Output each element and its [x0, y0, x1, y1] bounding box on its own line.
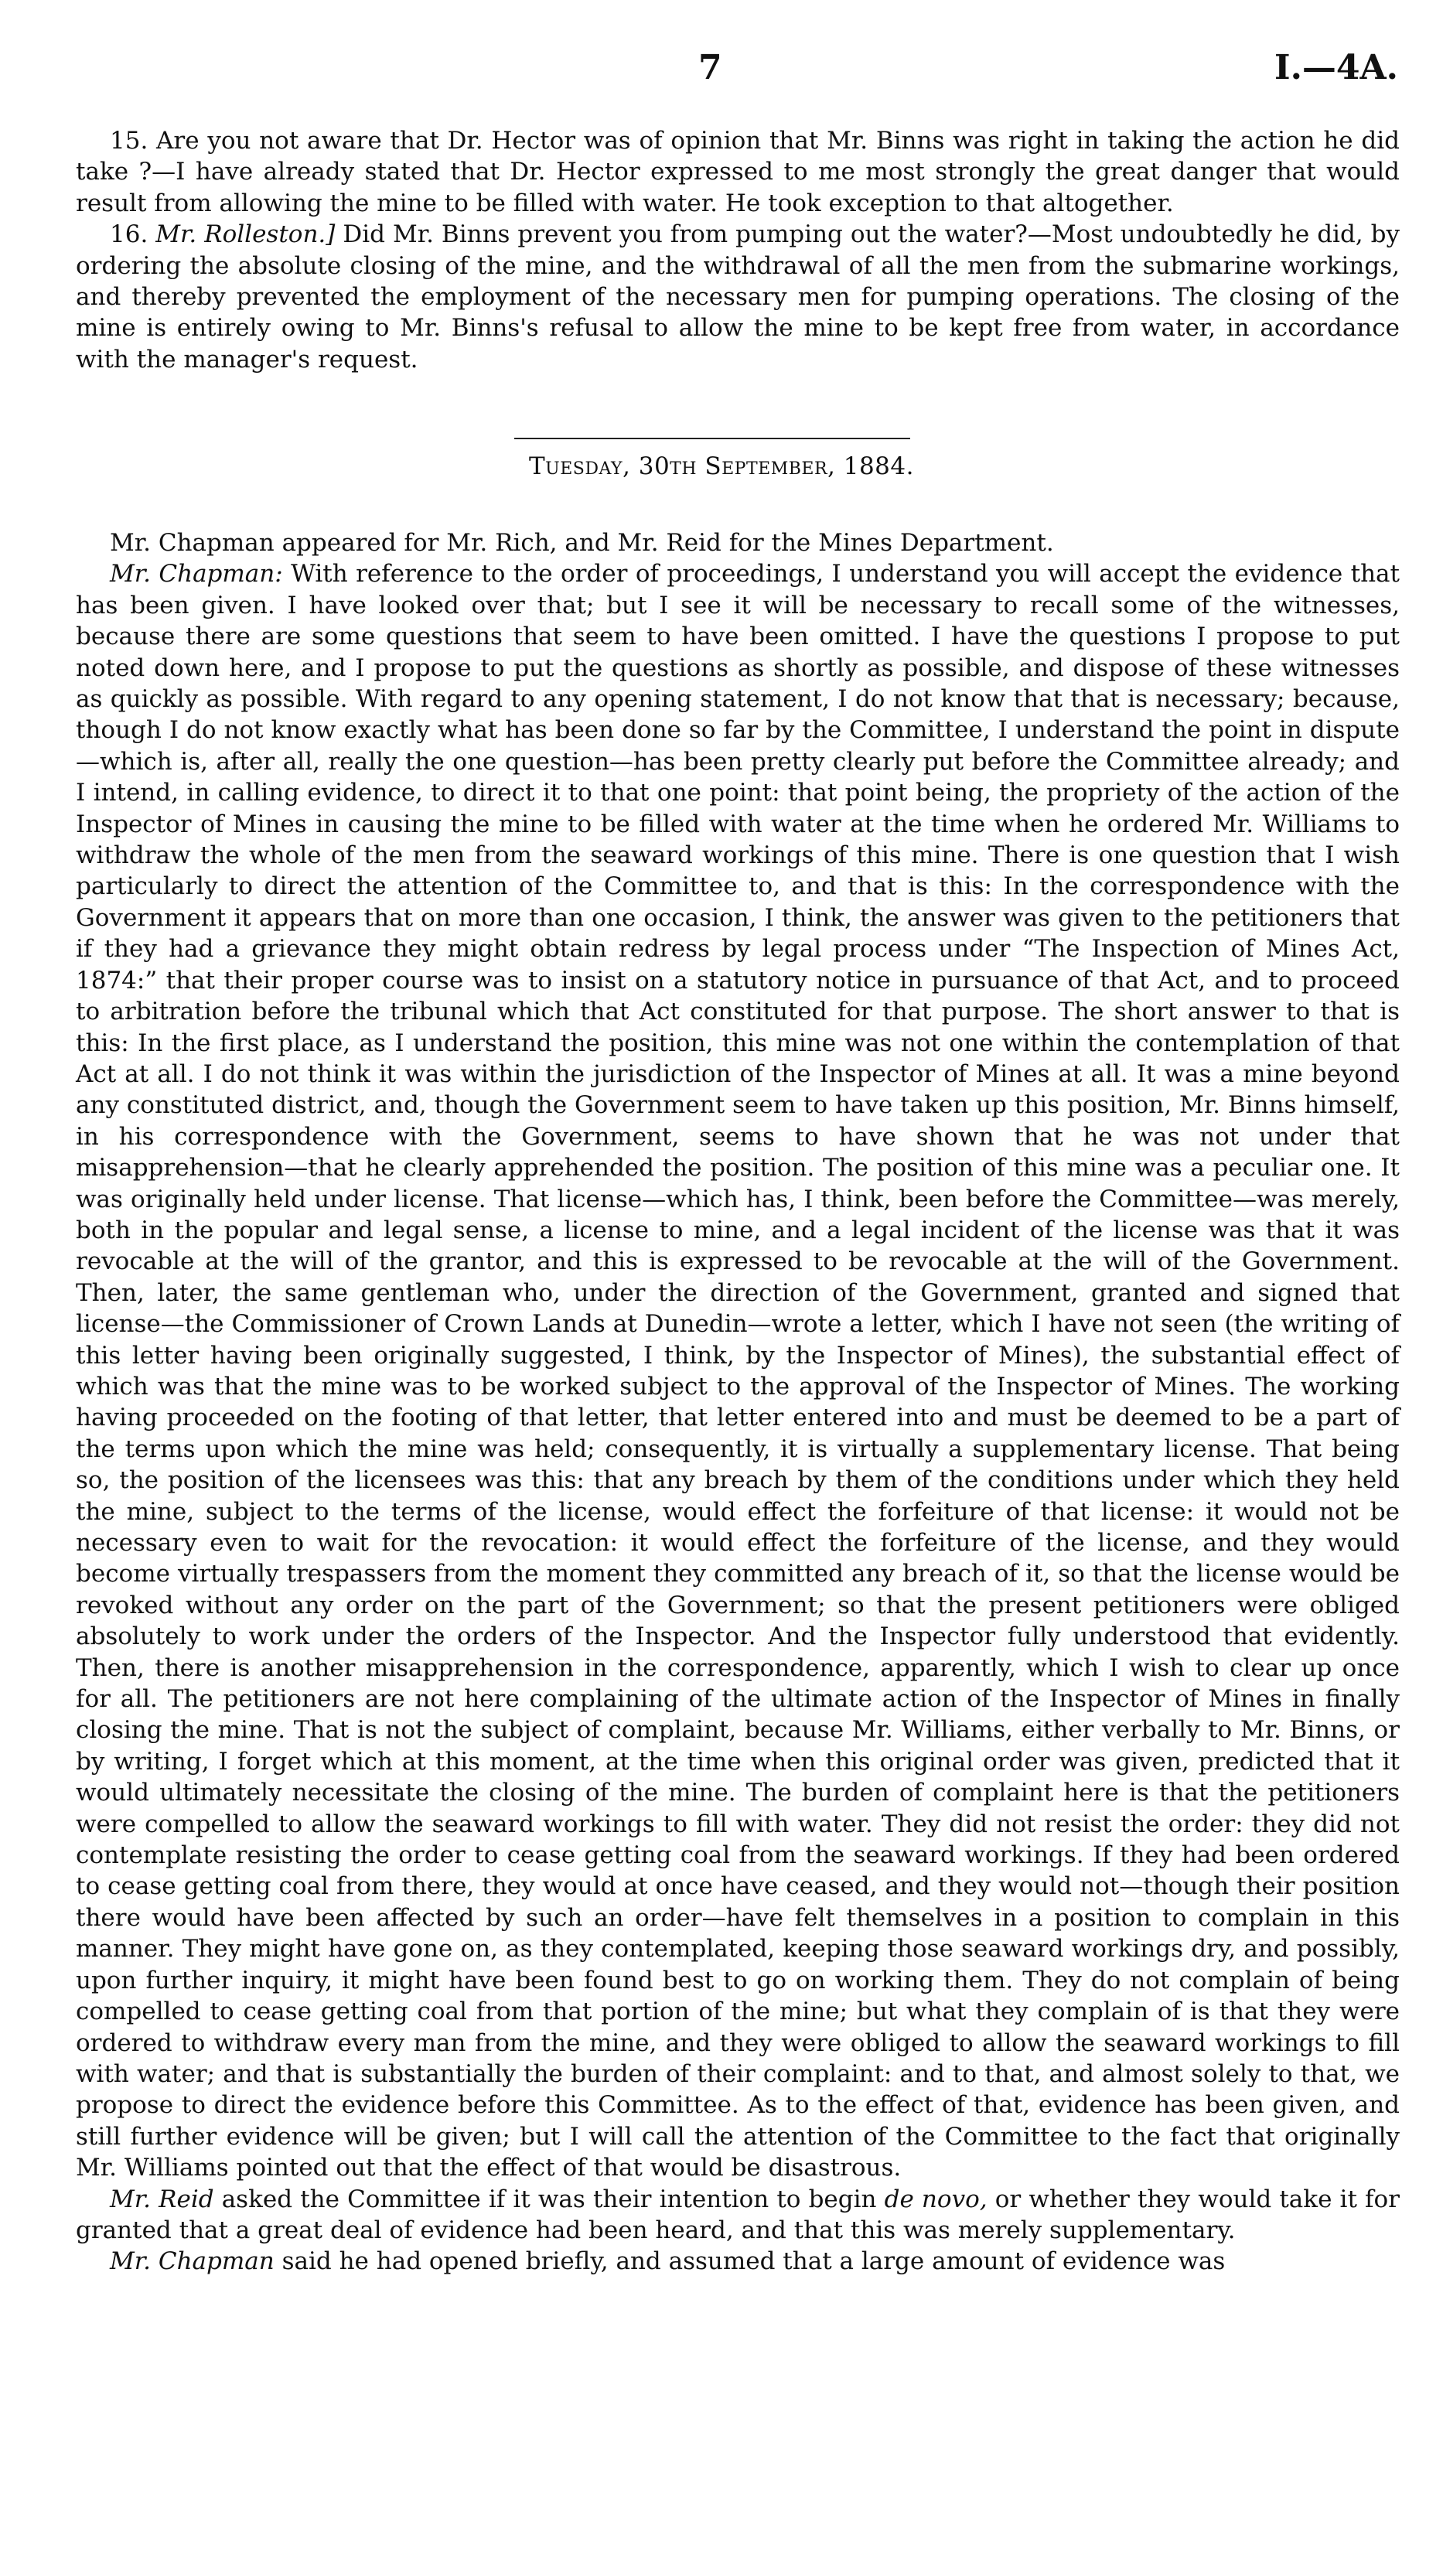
question-number: 16. — [110, 220, 148, 249]
chapman-reply — [76, 2246, 1400, 2277]
proceedings-block — [76, 527, 1400, 2277]
page-number: 7 — [698, 48, 722, 87]
reid-statement — [76, 2184, 1400, 2247]
question-number: 15. — [110, 127, 148, 155]
question-15 — [76, 125, 1400, 219]
speaker-name: Mr. Chapman: — [110, 560, 283, 589]
document-reference: I.—4A. — [1274, 48, 1398, 87]
section-divider — [514, 438, 910, 439]
statement-text: With reference to the order of proceedings, I understand you will accept the evidence that has been given. I have looked over that; but I see it will be necessary to recall some of the witnesses, because there are some questions that seem to have been omitted. I have the questions I propose to put noted down here, and I propose to put the questions as shortly as possible, and dispose of these witnesses as quickly as possible. With regard to any opening statement, I do not know that that is necessary; because, though I do not know exactly what has been done so far by the Committee, I understand the point in dispute—which is, after all, really the one question—has been pretty clearly put before the Committee already; and I intend, in calling evidence, to direct it to that one point: that point being, the propriety of the action of the Inspector of Mines in causing the mine to be filled with water at the time when he ordered Mr. Williams to withdraw the whole of the men from the seaward workings of this mine. There is one question that I wish particularly to direct the attention of the Committee to, and that is this: In the correspondence with the Government it appears that on more than one occasion, I think, the answer was given to the petitioners that if they had a grievance they might obtain redress by legal process under “The Inspection of Mines Act, 1874:” that their proper course was to insist on a statutory notice in pursuance of that Act, and to proceed to arbitration before the tribunal which that Act constituted for that purpose. The short answer to that is this: In the first place, as I understand the position, this mine was not one within the contemplation of that Act at all. I do not think it was within the jurisdiction of the Inspector of Mines at all. It was a mine beyond any constituted district, and, though the Government seem to have taken up this position, Mr. Binns himself, in his correspondence with the Government, seems to have shown that he was not under that misapprehension—that he clearly apprehended the position. The position of this mine was a peculiar one. It was originally held under license. That license—which has, I think, been before the Committee—was merely, both in the popular and legal sense, a license to mine, and a legal incident of the license was that it was revocable at the will of the grantor, and this is expressed to be revocable at the will of the Government. Then, later, the same gentleman who, under the direction of the Government, granted and signed that license—the Commissioner of Crown Lands at Dunedin—wrote a letter, which I have not seen (the writing of this letter having been originally suggested, I think, by the Inspector of Mines), the substantial effect of which was that the mine was to be worked subject to the approval of the Inspector of Mines. The working having proceeded on the footing of that letter, that letter entered into and must be deemed to be a part of the terms upon which the mine was held; consequently, it is virtually a supplementary license. That being so, the position of the licensees was this: that any breach by them of the conditions under which they held the mine, subject to the terms of the license, would effect the forfeiture of that license: it would not be necessary even to wait for the revocation: it would effect the forfeiture of the license, and they would become virtually trespassers from the moment they committed any breach of it, so that the license would be revoked without any order on the part of the Government; so that the present petitioners were obliged absolutely to work under the orders of the Inspector. And the Inspector fully understood that evidently. Then, there is another misapprehension in the correspondence, apparently, which I wish to clear up once for all. The petitioners are not here complaining of the ultimate action of the Inspector of Mines in finally closing the mine. That is not the subject of complaint, because Mr. Williams, either verbally to Mr. Binns, or by writing, I forget which at this moment, at the time when this original order was given, predicted that it would ultimately necessitate the closing of the mine. The burden of complaint here is that the petitioners were compelled to allow the seaward workings to fill with water. They did not resist the order: they did not contemplate resisting the order to cease getting coal from the seaward workings. If they had been ordered to cease getting coal from there, they would at once have ceased, and they would not—though their position there would have been affected by such an order—have felt themselves in a position to complain in this manner. They might have gone on, as they contemplated, keeping those seaward workings dry, and possibly, upon further inquiry, it might have been found best to go on working them. They do not complain of being compelled to cease getting coal from that portion of the mine; but what they complain of is that they were ordered to withdraw every man from the mine, and they were obliged to allow the seaward workings to fill with water; and that is substantially the burden of their complaint: and to that, and almost solely to that, we propose to direct the evidence before this Committee. As to the effect of that, evidence has been given, and still further evidence will be given; but I will call the attention of the Committee to the fact that originally Mr. Williams pointed out that the effect of that would be disastrous. — [76, 560, 1400, 2182]
appearance-paragraph: Mr. Chapman appeared for Mr. Rich, and Mr. Reid for the Mines Department. — [110, 529, 1054, 557]
speaker-name: Mr. Reid — [110, 2185, 214, 2213]
chapman-statement — [76, 558, 1400, 2183]
date-heading: Tuesday, 30th September, 1884. — [529, 452, 914, 480]
statement-text: or whether they would take it for granted that a great deal of evidence had been heard, and that this was merely supplementary. — [76, 2185, 1400, 2244]
statement-text: said he had opened briefly, and assumed that a large amount of evidence was — [281, 2247, 1226, 2276]
statement-text: asked the Committee if it was their intention to begin — [221, 2185, 877, 2213]
question-text: Did Mr. Binns prevent you from pumping out the water?—Most undoubtedly he did, by ordering the absolute closing of the mine, and the withdrawal of all the men from the submarine workings, and thereby prevented the employment of the necessary men for pumping operations. The closing of the mine is entirely owing to Mr. Binns's refusal to allow the mine to be kept free from water, in accordance with the manager's request. — [76, 220, 1400, 374]
speaker-name: Mr. Chapman — [110, 2247, 275, 2276]
speaker-name: Mr. Rolleston.] — [155, 220, 336, 249]
latin-phrase: de novo, — [884, 2185, 988, 2213]
question-text: Are you not aware that Dr. Hector was of opinion that Mr. Binns was right in taking the action he did take ?—I have already stated that Dr. Hector expressed to me most strongly the great danger that would result from allowing the mine to be filled with water. He took exception to that altogether. — [76, 127, 1400, 217]
question-block — [76, 125, 1400, 375]
question-16 — [76, 219, 1400, 375]
